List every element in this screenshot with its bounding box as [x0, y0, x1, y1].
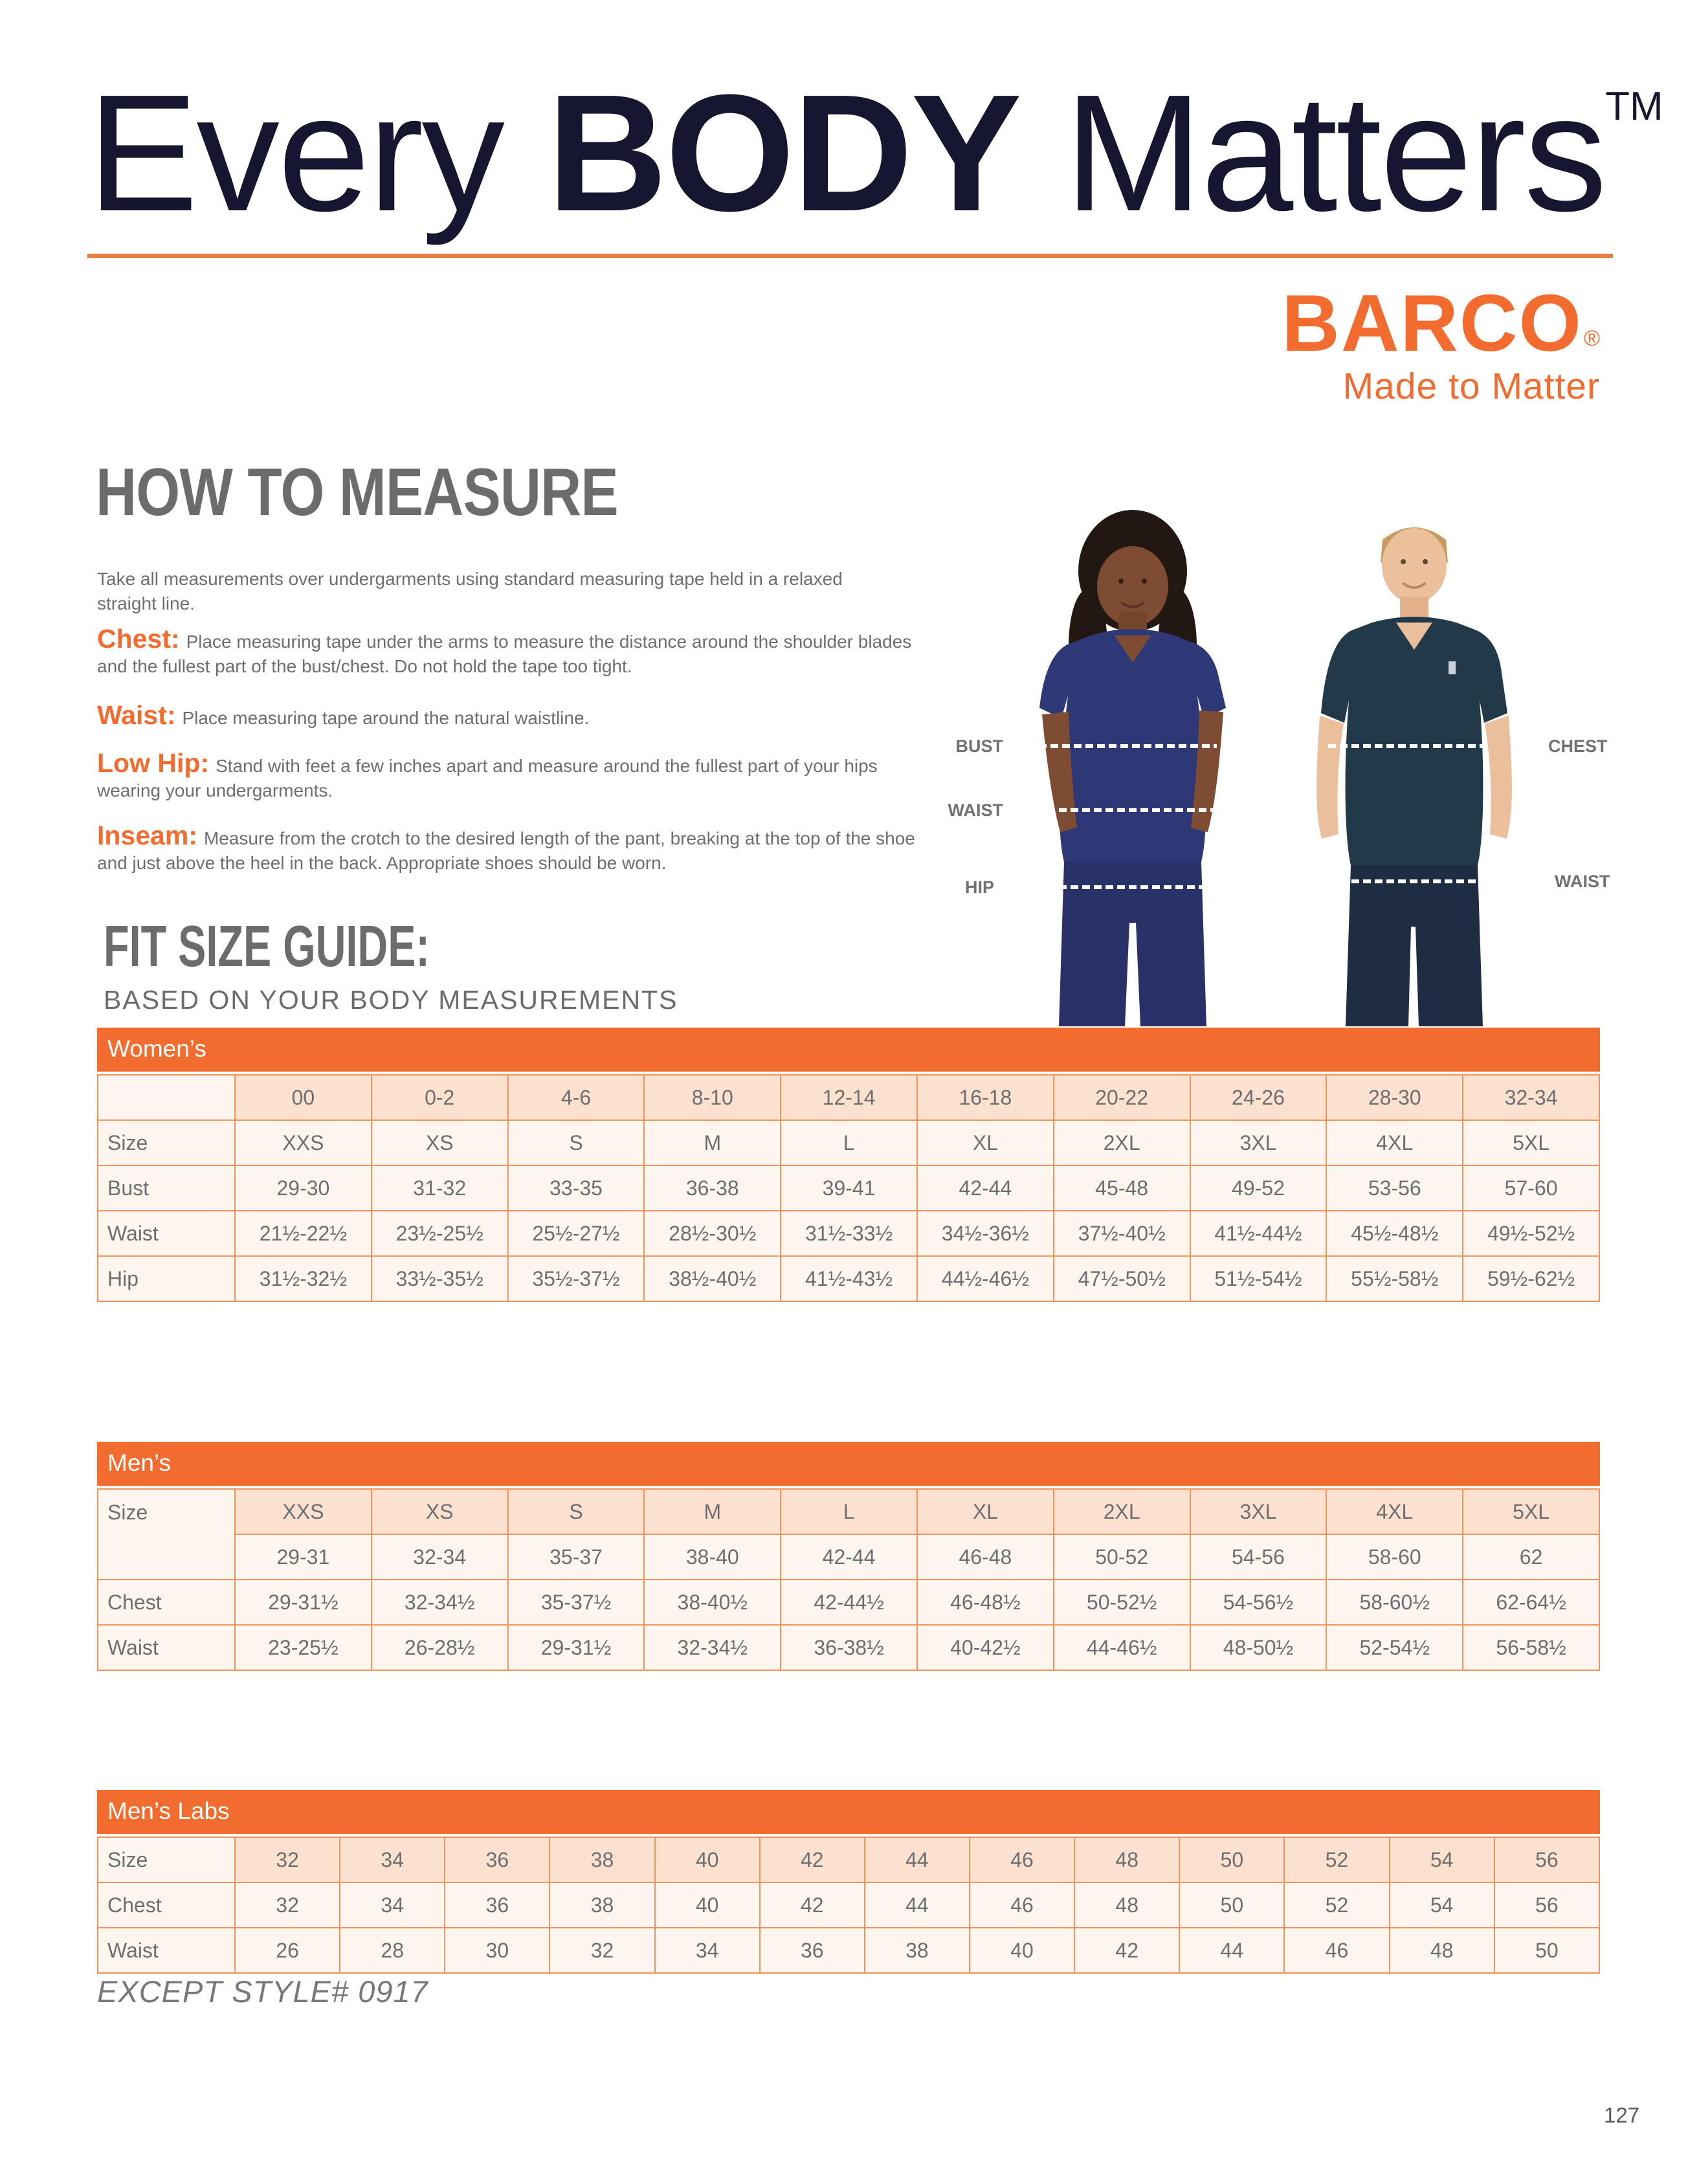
size-cell: 31½-33½ — [781, 1211, 917, 1256]
male-model — [1316, 527, 1512, 1026]
size-cell: 52-54½ — [1326, 1625, 1463, 1670]
title-bold: BODY — [547, 60, 1020, 246]
table-row — [98, 1075, 1599, 1120]
inseam-label: Inseam: — [97, 821, 197, 850]
size-cell: 42-44½ — [781, 1580, 917, 1625]
size-cell: 32-34 — [1463, 1075, 1599, 1120]
size-cell: 44 — [865, 1837, 970, 1882]
table-row — [98, 1211, 1599, 1256]
size-cell: 54 — [1390, 1837, 1494, 1882]
size-cell: 28 — [340, 1928, 445, 1973]
size-cell: 26 — [235, 1928, 340, 1973]
size-cell: 32-34 — [372, 1534, 508, 1580]
size-cell: 44½-46½ — [917, 1256, 1054, 1301]
size-cell: 36-38 — [644, 1165, 781, 1211]
size-cell: 34½-36½ — [917, 1211, 1054, 1256]
size-cell: L — [781, 1120, 917, 1165]
womens-table-band — [97, 1028, 1600, 1072]
hip-diagram-label: HIP — [964, 877, 994, 897]
size-cell: 34 — [340, 1882, 445, 1928]
size-cell: 41½-43½ — [781, 1256, 917, 1301]
size-cell: 50 — [1179, 1837, 1284, 1882]
size-cell: XXS — [235, 1489, 372, 1534]
size-cell: 52 — [1284, 1837, 1389, 1882]
size-cell: 35½-37½ — [508, 1256, 645, 1301]
mens-table-title: Men’s — [107, 1450, 172, 1476]
size-cell: 48 — [1390, 1928, 1494, 1973]
title-divider — [87, 254, 1613, 258]
size-cell: 46-48 — [917, 1534, 1054, 1580]
measure-section-chest — [97, 626, 945, 679]
measure-section-waist — [97, 700, 945, 731]
row-label — [98, 1075, 235, 1120]
size-cell: 46 — [970, 1882, 1074, 1928]
size-cell: 38 — [865, 1928, 970, 1973]
brand-block — [1282, 279, 1601, 408]
table-row — [98, 1837, 1599, 1882]
size-cell: XS — [372, 1489, 508, 1534]
size-cell: 32 — [550, 1928, 654, 1973]
size-cell: 41½-44½ — [1190, 1211, 1327, 1256]
size-cell: 24-26 — [1190, 1075, 1327, 1120]
size-cell: 46 — [970, 1837, 1074, 1882]
size-cell: 23-25½ — [235, 1625, 372, 1670]
size-cell: 40 — [655, 1837, 760, 1882]
mens-size-table — [97, 1488, 1600, 1671]
low-hip-label: Low Hip: — [97, 748, 210, 778]
size-cell: 46 — [1284, 1928, 1389, 1973]
bust-diagram-label: BUST — [955, 736, 1003, 756]
size-cell: 40 — [970, 1928, 1074, 1973]
size-cell: 38½-40½ — [644, 1256, 781, 1301]
table-row — [98, 1534, 1599, 1580]
row-label: Size — [98, 1837, 235, 1882]
size-cell: 32-34½ — [372, 1580, 508, 1625]
size-cell: M — [644, 1120, 781, 1165]
table-row — [98, 1489, 1599, 1534]
brand-tagline: Made to Matter — [1342, 366, 1600, 407]
womens-size-table — [97, 1074, 1600, 1302]
size-cell: 49½-52½ — [1463, 1211, 1599, 1256]
size-cell: 46-48½ — [917, 1580, 1054, 1625]
size-cell: 34 — [340, 1837, 445, 1882]
size-cell: 3XL — [1190, 1120, 1327, 1165]
size-cell: 32-34½ — [644, 1625, 781, 1670]
size-cell: 40 — [655, 1882, 760, 1928]
size-cell: 23½-25½ — [372, 1211, 508, 1256]
inseam-text: Measure from the crotch to the desired length of the pant, breaking at the top of the shoe and just above the heel in the back. Appropriate shoes should be worn. — [97, 828, 915, 873]
waist-label: Waist: — [97, 700, 176, 730]
size-cell: 58-60½ — [1326, 1580, 1463, 1625]
size-cell: 42 — [1074, 1928, 1179, 1973]
mens-labs-table-title: Men’s Labs — [107, 1798, 230, 1824]
size-cell: 34 — [655, 1928, 760, 1973]
mens-labs-size-table — [97, 1837, 1600, 1974]
size-cell: 28½-30½ — [644, 1211, 781, 1256]
row-label: Waist — [98, 1211, 235, 1256]
size-cell: 32 — [235, 1837, 340, 1882]
chest-label: Chest: — [97, 624, 180, 654]
title-regular-2: Matters — [1019, 60, 1606, 246]
size-cell: M — [644, 1489, 781, 1534]
size-cell: 00 — [235, 1075, 372, 1120]
size-cell: 16-18 — [917, 1075, 1054, 1120]
row-label: Bust — [98, 1165, 235, 1211]
size-cell: 38-40 — [644, 1534, 781, 1580]
size-cell: XXS — [235, 1120, 372, 1165]
size-cell: 12-14 — [781, 1075, 917, 1120]
size-cell: XS — [372, 1120, 508, 1165]
size-cell: 45-48 — [1054, 1165, 1190, 1211]
size-cell: 4XL — [1326, 1120, 1463, 1165]
chest-text: Place measuring tape under the arms to measure the distance around the shoulder blades and the fullest part of the bust/chest. Do not hold the tape too tight. — [97, 632, 912, 676]
size-cell: 42 — [760, 1837, 865, 1882]
size-cell: 29-31 — [235, 1534, 372, 1580]
size-cell: 26-28½ — [372, 1625, 508, 1670]
size-cell: 2XL — [1054, 1120, 1190, 1165]
page-number: 127 — [1604, 2103, 1640, 2127]
size-cell: 42-44 — [917, 1165, 1054, 1211]
mens-table-band — [97, 1442, 1600, 1486]
mens-size-table-section — [97, 1442, 1600, 1671]
size-cell: 48 — [1074, 1882, 1179, 1928]
size-cell: 4XL — [1326, 1489, 1463, 1534]
chest-diagram-label: CHEST — [1548, 736, 1608, 756]
size-cell: 56-58½ — [1463, 1625, 1599, 1670]
size-cell: 48-50½ — [1190, 1625, 1327, 1670]
size-cell: 29-31½ — [235, 1580, 372, 1625]
waist-text: Place measuring tape around the natural waistline. — [182, 708, 590, 728]
low-hip-text: Stand with feet a few inches apart and measure around the fullest part of your hips wearing your undergarments. — [97, 756, 878, 800]
table-row — [98, 1256, 1599, 1301]
size-cell: 57-60 — [1463, 1165, 1599, 1211]
size-cell: 38-40½ — [644, 1580, 781, 1625]
title-regular-1: Every — [87, 60, 548, 246]
size-cell: 36 — [445, 1837, 550, 1882]
size-cell: XL — [917, 1120, 1054, 1165]
size-cell: 35-37½ — [508, 1580, 645, 1625]
row-label: Chest — [98, 1580, 235, 1625]
size-cell: S — [508, 1489, 645, 1534]
size-cell: 25½-27½ — [508, 1211, 645, 1256]
size-cell: 2XL — [1054, 1489, 1190, 1534]
size-cell: 3XL — [1190, 1489, 1327, 1534]
mens-labs-table-section — [97, 1790, 1600, 1974]
table-row — [98, 1120, 1599, 1165]
row-label: Hip — [98, 1256, 235, 1301]
size-cell: 30 — [445, 1928, 550, 1973]
womens-size-table-section — [97, 1028, 1600, 1302]
size-cell: 44 — [1179, 1928, 1284, 1973]
size-cell: 29-31½ — [508, 1625, 645, 1670]
barco-logo-text: BARCO — [1282, 279, 1582, 368]
size-cell: 56 — [1494, 1882, 1599, 1928]
size-cell: 47½-50½ — [1054, 1256, 1190, 1301]
row-label: Waist — [98, 1625, 235, 1670]
size-cell: 21½-22½ — [235, 1211, 372, 1256]
size-cell: 38 — [550, 1882, 654, 1928]
size-cell: 36-38½ — [781, 1625, 917, 1670]
fit-size-guide-subheading: BASED ON YOUR BODY MEASUREMENTS — [104, 985, 678, 1015]
size-cell: 40-42½ — [917, 1625, 1054, 1670]
size-cell: 36 — [445, 1882, 550, 1928]
models-photo — [932, 498, 1634, 1026]
table-row — [98, 1928, 1599, 1973]
size-cell: S — [508, 1120, 645, 1165]
size-cell: 44-46½ — [1054, 1625, 1190, 1670]
size-cell: 0-2 — [372, 1075, 508, 1120]
row-label: Size — [98, 1120, 235, 1165]
mens-labs-table-band — [97, 1790, 1600, 1834]
size-cell: 33½-35½ — [372, 1256, 508, 1301]
table-row — [98, 1165, 1599, 1211]
size-cell: 31½-32½ — [235, 1256, 372, 1301]
size-cell: 50 — [1494, 1928, 1599, 1973]
size-cell: 42 — [760, 1882, 865, 1928]
womens-table-title: Women’s — [107, 1035, 206, 1062]
size-cell: 35-37 — [508, 1534, 645, 1580]
trademark-symbol: TM — [1605, 84, 1663, 129]
size-cell: 54-56½ — [1190, 1580, 1327, 1625]
size-cell: XL — [917, 1489, 1054, 1534]
size-cell: 53-56 — [1326, 1165, 1463, 1211]
size-cell: 36 — [760, 1928, 865, 1973]
size-cell: 28-30 — [1326, 1075, 1463, 1120]
how-to-measure-heading: HOW TO MEASURE — [96, 455, 618, 530]
size-cell: 59½-62½ — [1463, 1256, 1599, 1301]
size-cell: 55½-58½ — [1326, 1256, 1463, 1301]
page-title — [87, 60, 1663, 246]
size-cell: L — [781, 1489, 917, 1534]
size-cell: 50-52 — [1054, 1534, 1190, 1580]
size-cell: 32 — [235, 1882, 340, 1928]
measure-section-inseam — [97, 823, 945, 876]
style-exception-note: EXCEPT STYLE# 0917 — [97, 1974, 428, 2009]
size-cell: 50 — [1179, 1882, 1284, 1928]
table-row — [98, 1625, 1599, 1670]
size-cell: 62-64½ — [1463, 1580, 1599, 1625]
size-cell: 50-52½ — [1054, 1580, 1190, 1625]
size-cell: 62 — [1463, 1534, 1599, 1580]
size-cell: 52 — [1284, 1882, 1389, 1928]
size-cell: 4-6 — [508, 1075, 645, 1120]
size-cell: 39-41 — [781, 1165, 917, 1211]
row-label: Chest — [98, 1882, 235, 1928]
female-model — [1039, 510, 1226, 1026]
size-cell: 5XL — [1463, 1489, 1599, 1534]
size-cell: 20-22 — [1054, 1075, 1190, 1120]
size-cell: 5XL — [1463, 1120, 1599, 1165]
size-cell: 49-52 — [1190, 1165, 1327, 1211]
size-cell: 45½-48½ — [1326, 1211, 1463, 1256]
size-cell: 37½-40½ — [1054, 1211, 1190, 1256]
size-cell: 54 — [1390, 1882, 1494, 1928]
row-label: Size — [98, 1489, 235, 1580]
row-label: Waist — [98, 1928, 235, 1973]
size-cell: 31-32 — [372, 1165, 508, 1211]
female-waist-diagram-label: WAIST — [948, 800, 1003, 820]
size-cell: 44 — [865, 1882, 970, 1928]
size-cell: 54-56 — [1190, 1534, 1327, 1580]
size-cell: 58-60 — [1326, 1534, 1463, 1580]
fit-size-guide-heading: FIT SIZE GUIDE: — [104, 914, 430, 979]
measure-intro: Take all measurements over undergarments using standard measuring tape held in a relaxed straight line. — [97, 569, 843, 613]
size-cell: 48 — [1074, 1837, 1179, 1882]
measure-section-low-hip — [97, 748, 945, 803]
barco-logo — [1282, 279, 1601, 368]
size-cell: 38 — [550, 1837, 654, 1882]
size-cell: 51½-54½ — [1190, 1256, 1327, 1301]
measurement-diagram — [932, 498, 1634, 1026]
table-row — [98, 1882, 1599, 1928]
male-waist-diagram-label: WAIST — [1555, 872, 1610, 891]
size-cell: 56 — [1494, 1837, 1599, 1882]
registered-symbol: ® — [1583, 326, 1601, 351]
size-cell: 42-44 — [781, 1534, 917, 1580]
size-cell: 8-10 — [644, 1075, 781, 1120]
size-cell: 29-30 — [235, 1165, 372, 1211]
table-row — [98, 1580, 1599, 1625]
size-cell: 33-35 — [508, 1165, 645, 1211]
